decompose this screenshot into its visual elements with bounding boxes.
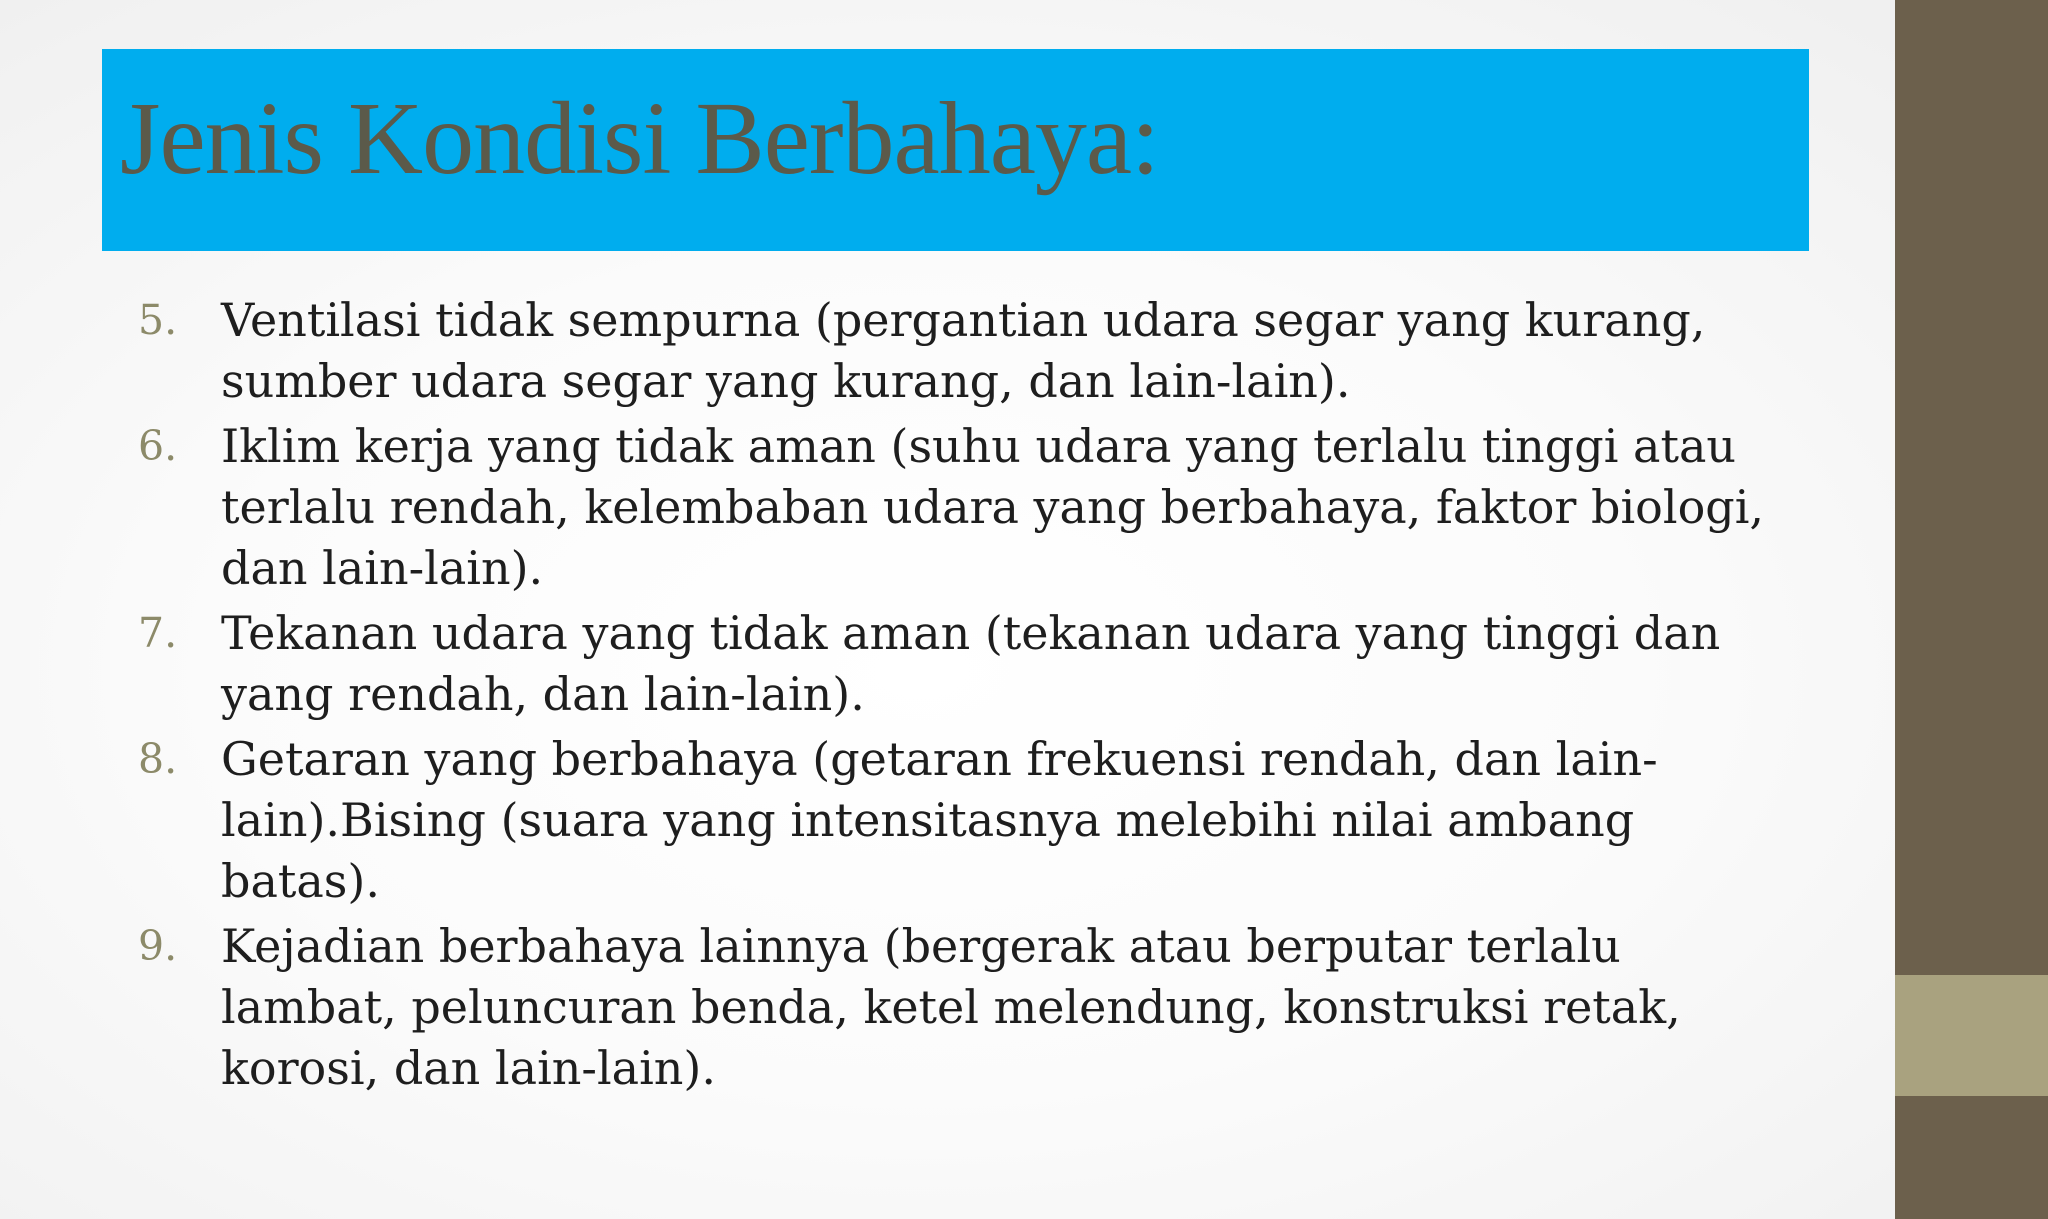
- list-item-text: Getaran yang berbahaya (getaran frekuensi rendah, dan lain-lain).Bising (suara yang intensitasnya melebihi nilai ambang batas).: [221, 732, 1658, 908]
- list-item-number: 5.: [138, 296, 178, 344]
- list-item-text: Ventilasi tidak sempurna (pergantian udara segar yang kurang, sumber udara segar yang kurang, dan lain-lain).: [221, 293, 1706, 408]
- list-item-text: Kejadian berbahaya lainnya (bergerak atau berputar terlalu lambat, peluncuran benda, ketel melendung, konstruksi retak, korosi, dan lain-lain).: [221, 919, 1681, 1095]
- decorative-sidebar: [1895, 0, 2048, 1219]
- list-item: [138, 416, 1788, 599]
- list-item: [138, 603, 1788, 725]
- list-item-number: 7.: [138, 609, 178, 657]
- sidebar-accent-block: [1895, 975, 2048, 1096]
- list-item: [138, 290, 1788, 412]
- list-item-number: 6.: [138, 422, 178, 470]
- list-item-text: Iklim kerja yang tidak aman (suhu udara yang terlalu tinggi atau terlalu rendah, kelembaban udara yang berbahaya, faktor biologi, dan lain-lain).: [221, 419, 1765, 595]
- list-item: [138, 729, 1788, 912]
- numbered-list: [138, 290, 1788, 1103]
- title-band: [102, 49, 1809, 251]
- slide-title: Jenis Kondisi Berbahaya:: [120, 81, 1159, 196]
- list-item-number: 8.: [138, 735, 178, 783]
- list-item-text: Tekanan udara yang tidak aman (tekanan udara yang tinggi dan yang rendah, dan lain-lain).: [221, 606, 1721, 721]
- list-item: [138, 916, 1788, 1099]
- list-item-number: 9.: [138, 922, 178, 970]
